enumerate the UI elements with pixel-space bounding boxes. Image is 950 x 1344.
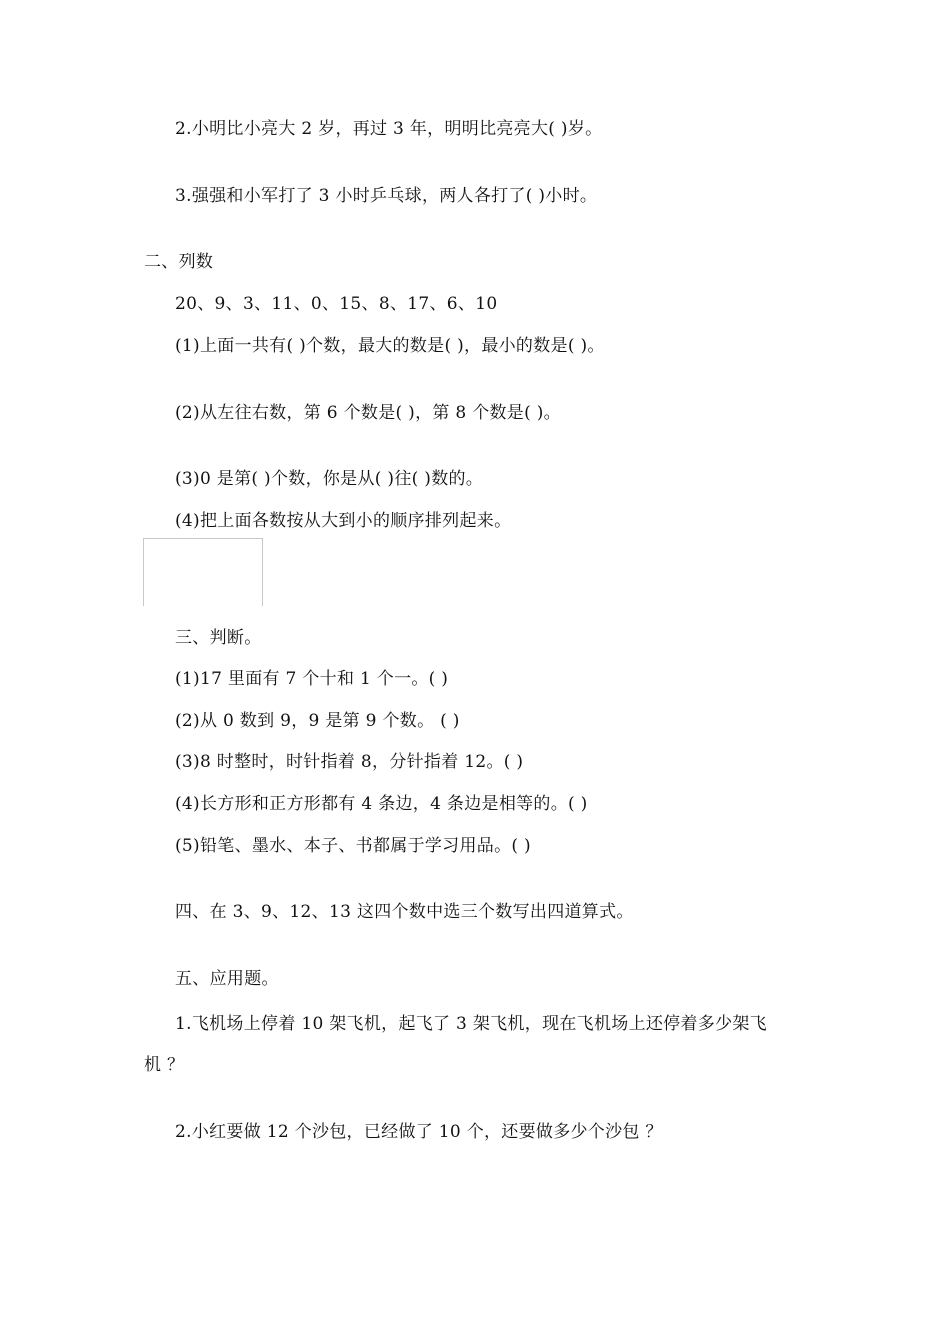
number-sequence: 20、9、3、11、0、15、8、17、6、10 — [175, 294, 498, 314]
section-5-heading: 五、应用题。 — [175, 969, 279, 989]
section-2-question-3: (3)0 是第( )个数，你是从( )往( )数的。 — [175, 469, 484, 489]
section-4-heading: 四、在 3、9、12、13 这四个数中选三个数写出四道算式。 — [175, 902, 634, 922]
question-3-table-tennis: 3.强强和小军打了 3 小时乒乓球，两人各打了( )小时。 — [175, 186, 598, 206]
judgement-item-5: (5)铅笔、墨水、本子、书都属于学习用品。( ) — [175, 836, 531, 856]
answer-box — [143, 538, 263, 606]
section-2-question-1: (1)上面一共有( )个数，最大的数是( )，最小的数是( )。 — [175, 336, 605, 356]
judgement-item-4: (4)长方形和正方形都有 4 条边，4 条边是相等的。( ) — [175, 794, 588, 814]
word-problem-2: 2.小红要做 12 个沙包，已经做了 10 个，还要做多少个沙包 ？ — [175, 1122, 663, 1142]
question-2-age-difference: 2.小明比小亮大 2 岁，再过 3 年，明明比亮亮大( )岁。 — [175, 119, 603, 139]
word-problem-1-line-2: 机 ？ — [144, 1055, 185, 1075]
word-problem-1-line-1: 1.飞机场上停着 10 架飞机，起飞了 3 架飞机，现在飞机场上还停着多少架飞 — [175, 1014, 767, 1034]
judgement-item-1: (1)17 里面有 7 个十和 1 个一。( ) — [175, 669, 449, 689]
judgement-item-2: (2)从 0 数到 9，9 是第 9 个数。 ( ) — [175, 711, 460, 731]
section-3-heading: 三、判断。 — [175, 628, 262, 648]
section-2-question-2: (2)从左往右数，第 6 个数是( )，第 8 个数是( )。 — [175, 403, 561, 423]
judgement-item-3: (3)8 时整时，时针指着 8，分针指着 12。( ) — [175, 752, 524, 772]
section-2-question-4: (4)把上面各数按从大到小的顺序排列起来。 — [175, 511, 512, 531]
section-2-heading: 二、列数 — [144, 252, 214, 272]
